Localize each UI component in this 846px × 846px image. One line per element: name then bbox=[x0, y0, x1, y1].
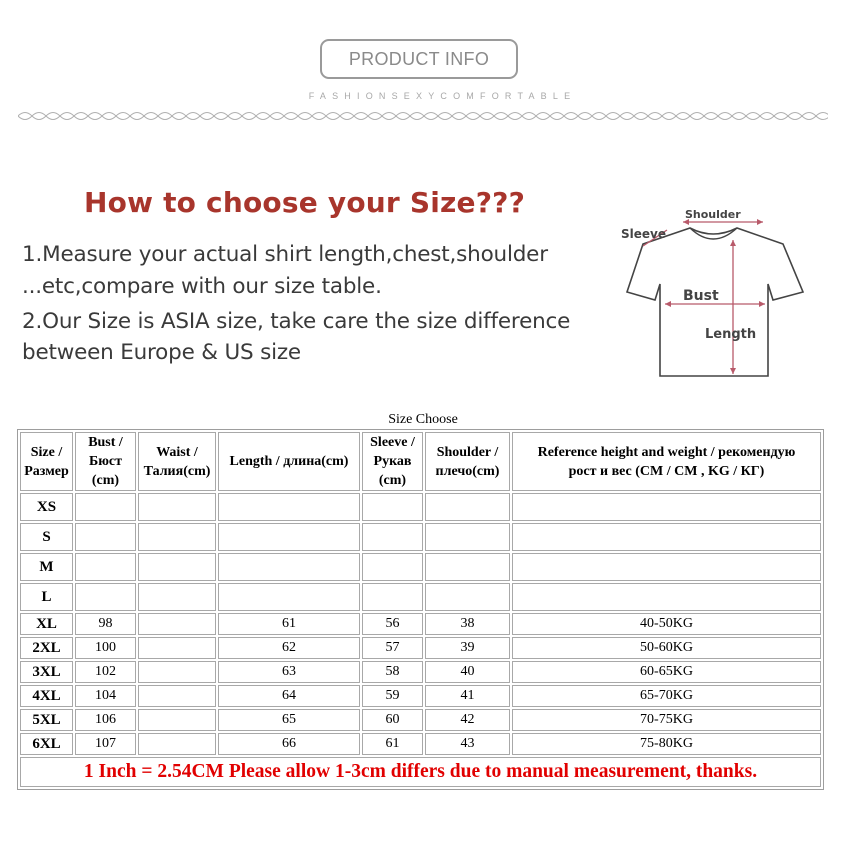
empty-cell bbox=[512, 553, 821, 581]
header-length: Length / длина(cm) bbox=[218, 432, 360, 491]
product-info-badge: PRODUCT INFO bbox=[320, 39, 518, 79]
header-sleeve: Sleeve / Рукав (cm) bbox=[362, 432, 423, 491]
empty-cell bbox=[138, 583, 216, 611]
waist-cell bbox=[138, 709, 216, 731]
bust-label: Bust bbox=[683, 288, 719, 304]
empty-cell bbox=[362, 493, 423, 521]
size-cell: 5XL bbox=[20, 709, 73, 731]
shoulder-label: Shoulder bbox=[685, 208, 741, 221]
length-label: Length bbox=[705, 327, 757, 342]
size-chart-table bbox=[17, 429, 824, 790]
waist-cell bbox=[138, 613, 216, 635]
bust-cell: 106 bbox=[75, 709, 136, 731]
sleeve-label: Sleeve bbox=[621, 227, 666, 241]
empty-cell bbox=[75, 493, 136, 521]
empty-cell bbox=[218, 583, 360, 611]
table-row bbox=[20, 553, 821, 581]
empty-cell bbox=[138, 493, 216, 521]
sleeve-cell: 57 bbox=[362, 637, 423, 659]
decorative-wave-divider bbox=[18, 108, 828, 124]
size-cell: 3XL bbox=[20, 661, 73, 683]
empty-cell bbox=[425, 553, 510, 581]
sleeve-cell: 58 bbox=[362, 661, 423, 683]
bust-cell: 107 bbox=[75, 733, 136, 755]
header-waist: Waist / Талия(cm) bbox=[138, 432, 216, 491]
length-cell: 62 bbox=[218, 637, 360, 659]
table-row bbox=[20, 493, 821, 521]
empty-cell bbox=[512, 493, 821, 521]
empty-cell bbox=[218, 523, 360, 551]
empty-cell bbox=[425, 523, 510, 551]
brand-tagline: FASHIONSEXYCOMFORTABLE bbox=[308, 91, 577, 101]
table-header-row bbox=[20, 432, 821, 491]
size-cell: S bbox=[20, 523, 73, 551]
header-bust: Bust / Бюст (cm) bbox=[75, 432, 136, 491]
size-cell: 4XL bbox=[20, 685, 73, 707]
waist-cell bbox=[138, 637, 216, 659]
empty-cell bbox=[362, 523, 423, 551]
ref-cell: 50-60KG bbox=[512, 637, 821, 659]
length-cell: 66 bbox=[218, 733, 360, 755]
sleeve-cell: 61 bbox=[362, 733, 423, 755]
waist-cell bbox=[138, 661, 216, 683]
table-row bbox=[20, 733, 821, 755]
measurement-note: 1 Inch = 2.54CM Please allow 1-3cm differs due to manual measurement, thanks. bbox=[20, 757, 821, 787]
table-row bbox=[20, 661, 821, 683]
size-guide-title: How to choose your Size??? bbox=[84, 186, 526, 219]
table-row bbox=[20, 583, 821, 611]
shoulder-cell: 40 bbox=[425, 661, 510, 683]
waist-cell bbox=[138, 685, 216, 707]
instruction-line-1: 1.Measure your actual shirt length,chest,shoulder bbox=[22, 242, 548, 267]
header-size: Size / Размер bbox=[20, 432, 73, 491]
length-cell: 61 bbox=[218, 613, 360, 635]
length-cell: 64 bbox=[218, 685, 360, 707]
size-cell: 2XL bbox=[20, 637, 73, 659]
header-shoulder: Shoulder / плечо(cm) bbox=[425, 432, 510, 491]
size-cell: L bbox=[20, 583, 73, 611]
size-cell: XS bbox=[20, 493, 73, 521]
bust-cell: 100 bbox=[75, 637, 136, 659]
empty-cell bbox=[138, 553, 216, 581]
table-note-row bbox=[20, 757, 821, 787]
instruction-line-2: ...etc,compare with our size table. bbox=[22, 274, 382, 299]
empty-cell bbox=[425, 493, 510, 521]
table-row bbox=[20, 685, 821, 707]
table-row bbox=[20, 613, 821, 635]
shoulder-cell: 39 bbox=[425, 637, 510, 659]
waist-cell bbox=[138, 733, 216, 755]
empty-cell bbox=[75, 553, 136, 581]
bust-cell: 98 bbox=[75, 613, 136, 635]
size-cell: M bbox=[20, 553, 73, 581]
empty-cell bbox=[512, 583, 821, 611]
instruction-line-4: between Europe & US size bbox=[22, 340, 301, 365]
length-cell: 63 bbox=[218, 661, 360, 683]
empty-cell bbox=[512, 523, 821, 551]
empty-cell bbox=[75, 523, 136, 551]
table-caption: Size Choose bbox=[388, 412, 458, 427]
shoulder-cell: 42 bbox=[425, 709, 510, 731]
ref-cell: 65-70KG bbox=[512, 685, 821, 707]
empty-cell bbox=[362, 583, 423, 611]
length-cell: 65 bbox=[218, 709, 360, 731]
table-row bbox=[20, 709, 821, 731]
bust-cell: 102 bbox=[75, 661, 136, 683]
empty-cell bbox=[138, 523, 216, 551]
shoulder-cell: 43 bbox=[425, 733, 510, 755]
sleeve-cell: 59 bbox=[362, 685, 423, 707]
empty-cell bbox=[218, 553, 360, 581]
instruction-line-3: 2.Our Size is ASIA size, take care the size difference bbox=[22, 309, 571, 334]
ref-cell: 60-65KG bbox=[512, 661, 821, 683]
ref-cell: 75-80KG bbox=[512, 733, 821, 755]
table-row bbox=[20, 637, 821, 659]
ref-cell: 40-50KG bbox=[512, 613, 821, 635]
sleeve-cell: 60 bbox=[362, 709, 423, 731]
header-reference: Reference height and weight / рекомендую рост и вес (CM / CM , KG / КГ) bbox=[512, 432, 821, 491]
table-row bbox=[20, 523, 821, 551]
bust-cell: 104 bbox=[75, 685, 136, 707]
sleeve-cell: 56 bbox=[362, 613, 423, 635]
size-cell: XL bbox=[20, 613, 73, 635]
empty-cell bbox=[218, 493, 360, 521]
shoulder-cell: 38 bbox=[425, 613, 510, 635]
size-cell: 6XL bbox=[20, 733, 73, 755]
empty-cell bbox=[75, 583, 136, 611]
empty-cell bbox=[362, 553, 423, 581]
tshirt-measurement-diagram bbox=[615, 200, 815, 385]
empty-cell bbox=[425, 583, 510, 611]
ref-cell: 70-75KG bbox=[512, 709, 821, 731]
shoulder-cell: 41 bbox=[425, 685, 510, 707]
